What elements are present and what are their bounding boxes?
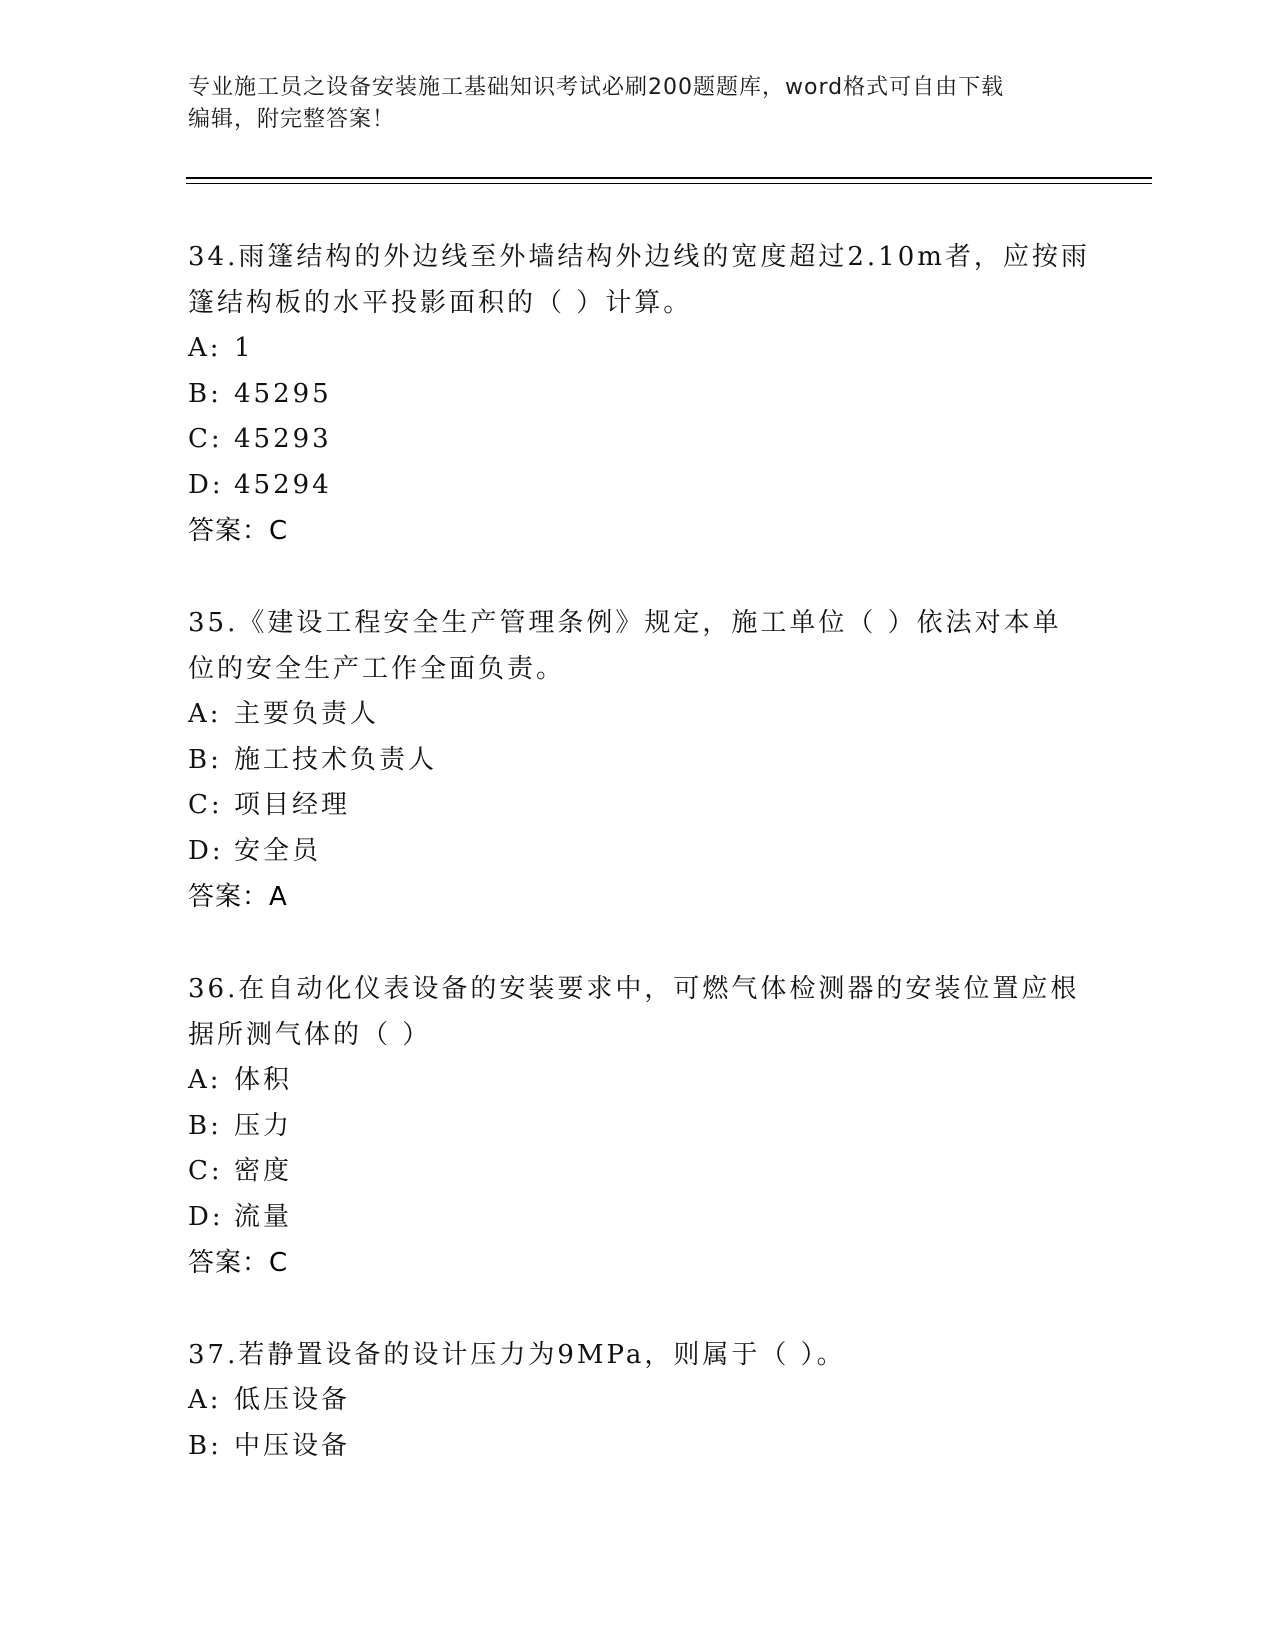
option-d — [188, 463, 1088, 509]
question-37 — [188, 1332, 1088, 1469]
question-stem-line: 篷结构板的水平投影面积的（ ）计算。 — [188, 288, 693, 318]
option-text: 45294 — [234, 469, 332, 500]
option-c — [188, 783, 1088, 829]
option-key: B: — [188, 1430, 222, 1461]
option-text: 1 — [234, 333, 254, 363]
option-text: 压力 — [234, 1110, 293, 1141]
option-text: 密度 — [234, 1156, 293, 1186]
option-key: A: — [188, 699, 222, 729]
question-stem-line: 36.在自动化仪表设备的安装要求中，可燃气体检测器的安装位置应根 — [188, 974, 1080, 1004]
answer-label: 答案：A — [188, 882, 288, 912]
option-key: D: — [188, 835, 224, 866]
option-text: 体积 — [234, 1065, 293, 1095]
option-key: B: — [188, 744, 222, 775]
option-b — [188, 738, 1088, 784]
question-stem-line: 37.若静置设备的设计压力为9MPa，则属于（ ）。 — [188, 1340, 846, 1370]
option-key: C: — [188, 1156, 223, 1186]
option-text: 流量 — [234, 1201, 293, 1232]
option-text: 低压设备 — [234, 1385, 351, 1415]
header-divider-thin — [186, 183, 1152, 184]
option-text: 安全员 — [234, 835, 322, 866]
option-key: D: — [188, 469, 224, 500]
option-a — [188, 1058, 1088, 1104]
header-line-1: 专业施工员之设备安装施工基础知识考试必刷200题题库，word格式可自由下载 — [188, 75, 1005, 100]
option-c — [188, 1149, 1088, 1195]
option-key: A: — [188, 1065, 222, 1095]
option-d — [188, 1195, 1088, 1241]
question-stem-line: 34.雨篷结构的外边线至外墙结构外边线的宽度超过2.10m者，应按雨 — [188, 242, 1090, 272]
option-b — [188, 372, 1088, 418]
option-b — [188, 1424, 1088, 1470]
option-key: B: — [188, 1110, 222, 1141]
header-divider-thick — [186, 177, 1152, 179]
option-a — [188, 326, 1088, 372]
answer-label: 答案：C — [188, 516, 289, 546]
document-header — [188, 72, 1088, 136]
option-key: C: — [188, 424, 223, 454]
option-text: 施工技术负责人 — [234, 744, 438, 775]
option-c — [188, 417, 1088, 463]
option-text: 中压设备 — [234, 1430, 351, 1461]
option-b — [188, 1104, 1088, 1150]
option-text: 45293 — [234, 424, 332, 454]
option-a — [188, 692, 1088, 738]
question-stem-line: 35.《建设工程安全生产管理条例》规定，施工单位（ ）依法对本单 — [188, 608, 1062, 638]
option-key: C: — [188, 790, 223, 820]
question-stem-line: 据所测气体的（ ） — [188, 1020, 432, 1050]
option-text: 项目经理 — [234, 790, 351, 820]
option-key: B: — [188, 378, 222, 409]
option-text: 45295 — [234, 378, 332, 409]
option-key: A: — [188, 1385, 222, 1415]
option-a — [188, 1378, 1088, 1424]
option-d — [188, 829, 1088, 875]
question-35 — [188, 600, 1088, 920]
question-34 — [188, 234, 1088, 554]
answer-label: 答案：C — [188, 1248, 289, 1278]
question-list — [188, 234, 1088, 1515]
option-text: 主要负责人 — [234, 699, 380, 729]
option-key: A: — [188, 333, 222, 363]
header-line-2: 编辑，附完整答案！ — [188, 107, 396, 132]
question-stem-line: 位的安全生产工作全面负责。 — [188, 654, 566, 684]
option-key: D: — [188, 1201, 224, 1232]
question-36 — [188, 966, 1088, 1286]
